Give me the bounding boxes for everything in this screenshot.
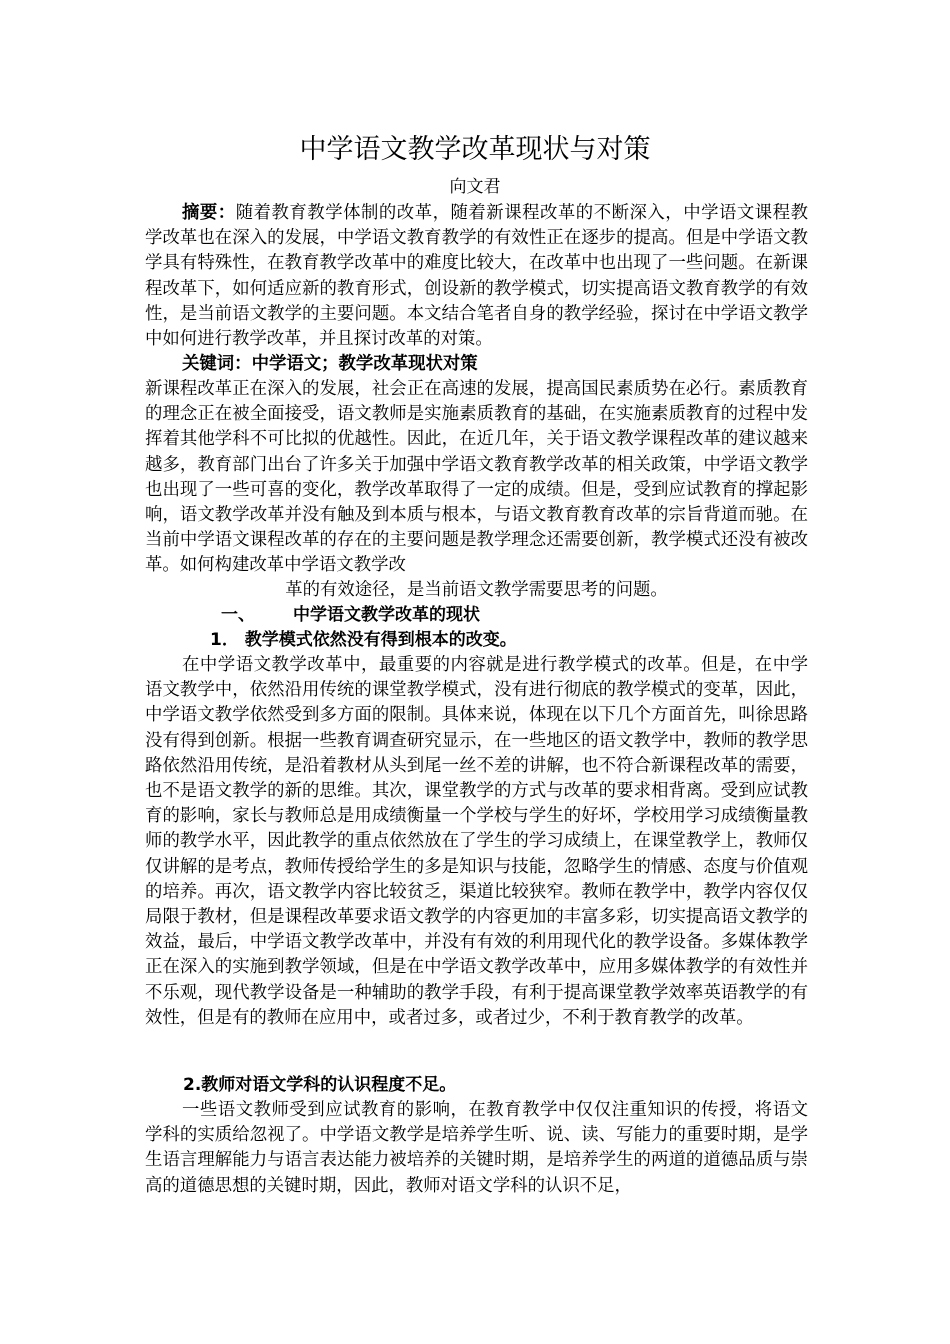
keywords-label: 关键词： bbox=[182, 354, 252, 374]
subsection-2-paragraph: 一些语文教师受到应试教育的影响，在教育教学中仅仅注重知识的传授，将语文学科的实质给忽视了。中学语文教学是培养学生听、说、读、写能力的重要时期，是学生语言理解能力与语言表达能力被培养的关键时期，是培养学生的两道的道德品质与崇高的道德思想的关键时期，因此，教师对语文学科的认识不足， bbox=[145, 1100, 808, 1196]
subsection-2-heading: 2.教师对语文学科的认识程度不足。 bbox=[183, 1075, 457, 1095]
subsection-1-heading: 1． 教学模式依然没有得到根本的改变。 bbox=[210, 630, 517, 650]
section-1-number: 一、 bbox=[221, 605, 255, 625]
document-author: 向文君 bbox=[449, 177, 501, 197]
abstract-text: 随着教育教学体制的改革，随着新课程改革的不断深入，中学语文课程教学改革也在深入的发展，中学语文教育教学的有效性正在逐步的提高。但是中学语文教学具有特殊性，在教育教学改革中的难度比较大，在改革中也出现了一些问题。在新课程改革下，如何适应新的教育形式，创设新的教学模式，切实提高语文教育教学的有效性，是当前语文教学的主要问题。本文结合笔者自身的教学经验，探讨在中学语文教学中如何进行教学改革，并且探讨改革的对策。 bbox=[145, 203, 808, 350]
document-title: 中学语文教学改革现状与对策 bbox=[299, 134, 651, 165]
keywords-line bbox=[145, 352, 808, 377]
subsection-1-paragraph: 在中学语文教学改革中，最重要的内容就是进行教学模式的改革。但是，在中学语文教学中，依然沿用传统的课堂教学模式，没有进行彻底的教学模式的变革，因此，中学语文教学依然受到多方面的限制。具体来说，体现在以下几个方面首先，叫徐思路没有得到创新。根据一些教育调查研究显示，在一些地区的语文教学中，教师的教学思路依然沿用传统，是沿着教材从头到尾一丝不差的讲解，也不符合新课程改革的需要，也不是语文教学的新的思维。其次，课堂教学的方式与改革的要求相背离。受到应试教育的影响，家长与教师总是用成绩衡量一个学校与学生的好坏，学校用学习成绩衡量教师的教学水平，因此教学的重点依然放在了学生的学习成绩上，在课堂教学上，教师仅仅讲解的是考点，教师传授给学生的多是知识与技能，忽略学生的情感、态度与价值观的培养。再次，语文教学内容比较贫乏，渠道比较狭窄。教师在教学中，教学内容仅仅局限于教材，但是课程改革要求语文教学的内容更加的丰富多彩，切实提高语文教学的效益，最后，中学语文教学改革中，并没有有效的利用现代化的教学设备。多媒体教学正在深入的实施到教学领域，但是在中学语文教学改革中，应用多媒体教学的有效性并不乐观，现代教学设备是一种辅助的教学手段，有利于提高课堂教学效率英语教学的有效性，但是有的教师在应用中，或者过多，或者过少，不利于教育教学的改革。 bbox=[145, 655, 808, 1028]
intro-paragraph: 新课程改革正在深入的发展，社会正在高速的发展，提高国民素质势在必行。素质教育的理念正在被全面接受，语文教师是实施素质教育的基础，在实施素质教育的过程中发挥着其他学科不可比拟的优越性。因此，在近几年，关于语文教学课程改革的建议越来越多，教育部门出台了许多关于加强中学语文教育教学改革的相关政策，中学语文教学也出现了一些可喜的变化，教学改革取得了一定的成绩。但是，受到应试教育的撑起影响，语文教学改革并没有触及到本质与根本，与语文教育教育改革的宗旨背道而驰。在当前中学语文课程改革的存在的主要问题是教学理念还需要创新，教学模式还没有被改革。如何构建改革中学语文教学改 bbox=[145, 379, 808, 576]
section-1-heading bbox=[221, 603, 480, 628]
keywords-text: 中学语文；教学改革现状对策 bbox=[251, 354, 478, 374]
abstract-label: 摘要： bbox=[182, 203, 236, 223]
abstract-paragraph bbox=[145, 201, 808, 352]
section-1-title: 中学语文教学改革的现状 bbox=[293, 605, 480, 625]
intro-last-line: 革的有效途径，是当前语文教学需要思考的问题。 bbox=[285, 580, 668, 600]
